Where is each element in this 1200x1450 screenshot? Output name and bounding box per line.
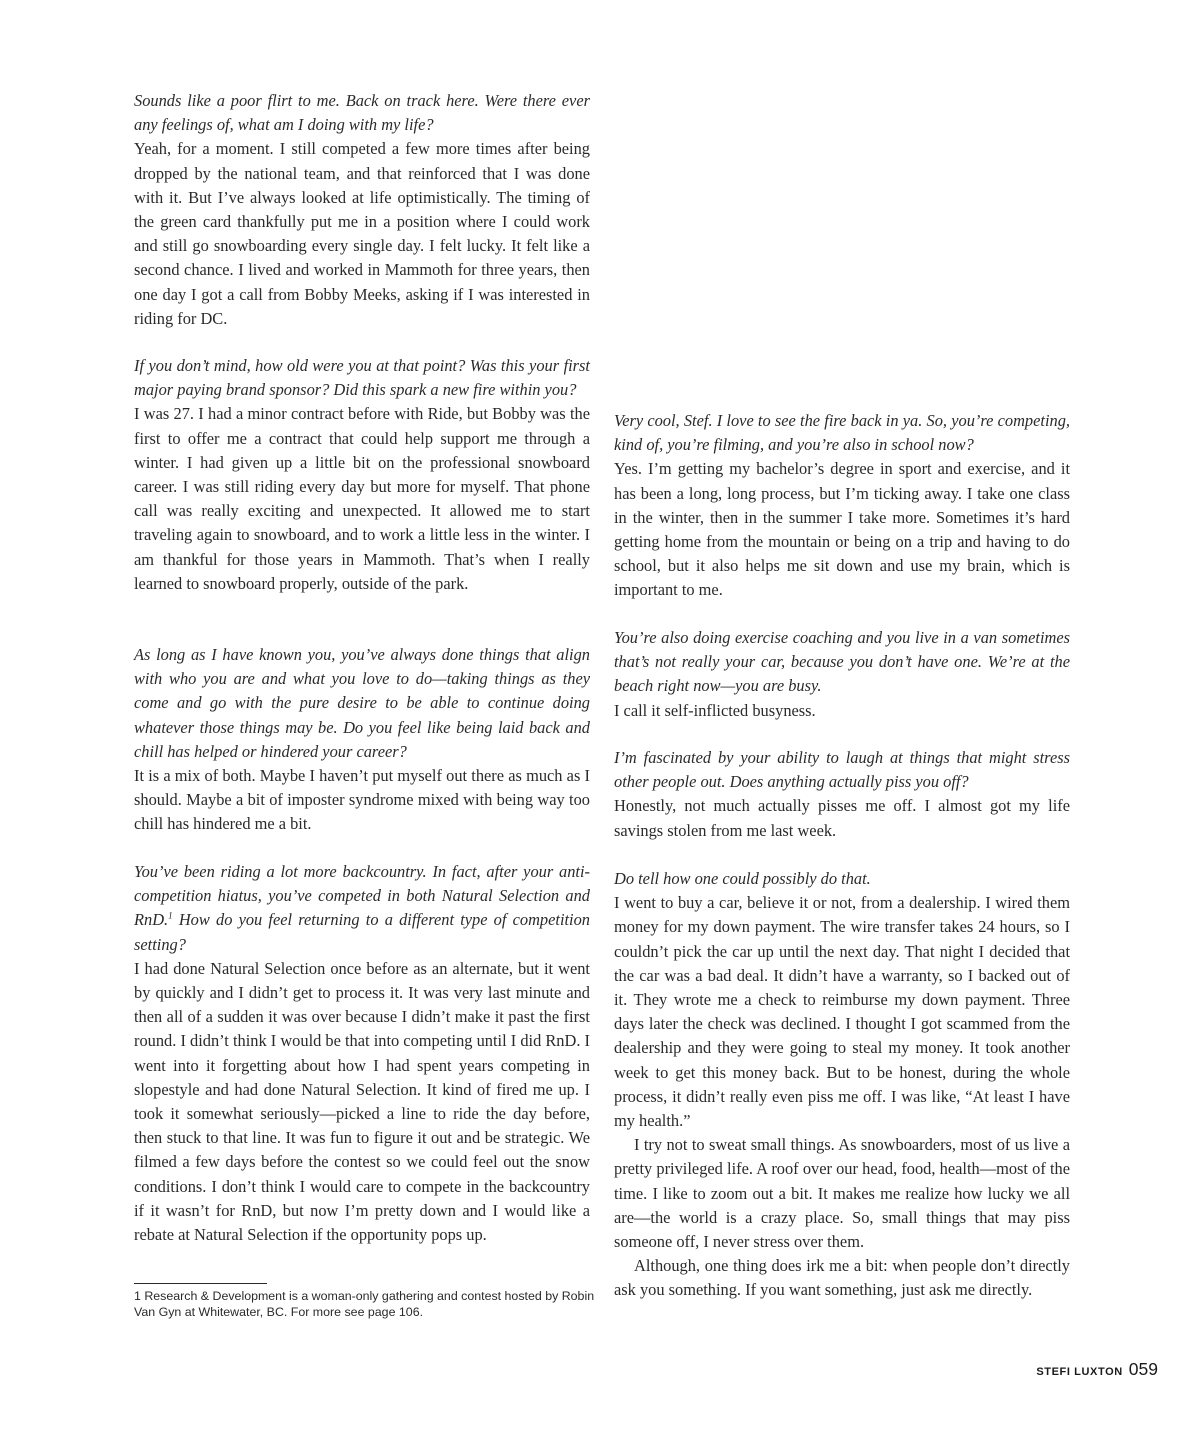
interview-answer: It is a mix of both. Maybe I haven’t put myself out there as much as I should. Maybe a bit of imposter syndrome mixed with being way too chill has hindered me a bit.: [134, 766, 590, 834]
interview-answer: I went to buy a car, believe it or not, from a dealership. I wired them money for my down payment. The wire transfer takes 24 hours, so I couldn’t pick the car up until the next day. That night I decided that the car was a bad deal. It didn’t have a warranty, so I backed out of it. They wrote me a check to reimburse my down payment. Three days later the check was declined. I thought I got scammed from the dealership and they were going to steal my money. It took another week to get this money back. But to be honest, during the whole process, it didn’t really even piss me off. I was like, “At least I have my health.”: [614, 893, 1070, 1131]
qa-block: [134, 860, 590, 1247]
interview-question: Very cool, Stef. I love to see the fire back in ya. So, you’re competing, kind of, you’re filming, and you’re also in school now?: [614, 411, 1070, 455]
question-text: You’ve been riding a lot more backcountry. In fact, after your anti-competition hiatus, you’ve competed in both Natural Selection and RnD.: [134, 862, 590, 930]
interview-answer-paragraph: Although, one thing does irk me a bit: when people don’t directly ask you something. If you want something, just ask me directly.: [614, 1256, 1070, 1300]
interview-answer: I had done Natural Selection once before as an alternate, but it went by quickly and I didn’t get to process it. It was very last minute and then all of a sudden it was over because I didn’t make it past the first round. I didn’t think I would be that into competing until I did RnD. I went into it forgetting about how I had spent years competing in slopestyle and had done Natural Selection. It kind of fired me up. I took it somewhat seriously—picked a line to ride the day before, then stuck to that line. It was fun to figure it out and be strategic. We filmed a few days before the contest so we could feel out the snow conditions. I don’t think I would care to compete in the backcountry if it wasn’t for RnD, but now I’m pretty down and I would like a rebate at Natural Selection if the opportunity pops up.: [134, 958, 590, 1245]
interview-answer: Yeah, for a moment. I still competed a few more times after being dropped by the national team, and that reinforced that I was done with it. But I’ve always looked at life optimistically. The timing of the green card thankfully put me in a position where I could work and still go snowboarding every single day. I felt lucky. It felt like a second chance. I lived and worked in Mammoth for three years, then one day I got a call from Bobby Meeks, asking if I was interested in riding for DC.: [134, 139, 590, 328]
interview-question: If you don’t mind, how old were you at that point? Was this your first major paying brand sponsor? Did this spark a new fire within you?: [134, 356, 590, 400]
interview-question: Do tell how one could possibly do that.: [614, 869, 871, 888]
interview-answer: Honestly, not much actually pisses me off. I almost got my life savings stolen from me last week.: [614, 796, 1070, 840]
qa-block: [614, 746, 1070, 843]
question-text: How do you feel returning to a different type of competition setting?: [134, 910, 590, 954]
qa-block: [134, 89, 590, 331]
qa-block: [134, 643, 590, 837]
footnote-reference: 1: [168, 910, 173, 921]
running-footer-name: STEFI LUXTON: [1036, 1366, 1123, 1378]
interview-question: Sounds like a poor flirt to me. Back on track here. Were there ever any feelings of, what am I doing with my life?: [134, 91, 590, 135]
qa-block: [134, 354, 590, 596]
interview-answer: Yes. I’m getting my bachelor’s degree in sport and exercise, and it has been a long, long process, but I’m ticking away. I take one class in the winter, then in the summer I take more. Sometimes it’s hard getting home from the mountain or being on a trip and having to do school, but it also helps me sit down and use my brain, which is important to me.: [614, 459, 1070, 600]
interview-question: I’m fascinated by your ability to laugh at things that might stress other people out. Does anything actually piss you off?: [614, 748, 1070, 792]
interview-question: [134, 860, 590, 957]
qa-block: [614, 626, 1070, 723]
footnote-divider: [134, 1283, 267, 1284]
interview-answer: I was 27. I had a minor contract before with Ride, but Bobby was the first to offer me a contract that could help support me through a winter. I had given up a little bit on the professional snowboard career. I was still riding every day but more for myself. That phone call was really exciting and unexpected. It allowed me to start traveling again to snowboard, and to work a little less in the winter. I am thankful for those years in Mammoth. That’s when I really learned to snowboard properly, outside of the park.: [134, 404, 590, 593]
page-folio: [1036, 1359, 1158, 1380]
qa-block: [614, 867, 1070, 1303]
page-number: 059: [1128, 1359, 1158, 1379]
interview-question: As long as I have known you, you’ve always done things that align with who you are and what you love to do—taking things as they come and go with the pure desire to be able to continue doing whatever those things may be. Do you feel like being laid back and chill has helped or hindered your career?: [134, 645, 590, 761]
footnote: 1 Research & Development is a woman-only gathering and contest hosted by Robin Van Gyn at Whitewater, BC. For more see page 106.: [134, 1289, 595, 1319]
interview-answer: I call it self-inflicted busyness.: [614, 700, 816, 720]
interview-answer-paragraph: I try not to sweat small things. As snowboarders, most of us live a pretty privileged life. A roof over our head, food, health—most of the time. I like to zoom out a bit. It makes me realize how lucky we all are—the world is a crazy place. So, small things that may piss someone off, I never stress over them.: [614, 1135, 1070, 1252]
qa-block: [614, 409, 1070, 603]
interview-question: You’re also doing exercise coaching and you live in a van sometimes that’s not really your car, because you don’t have one. We’re at the beach right now—you are busy.: [614, 628, 1070, 696]
